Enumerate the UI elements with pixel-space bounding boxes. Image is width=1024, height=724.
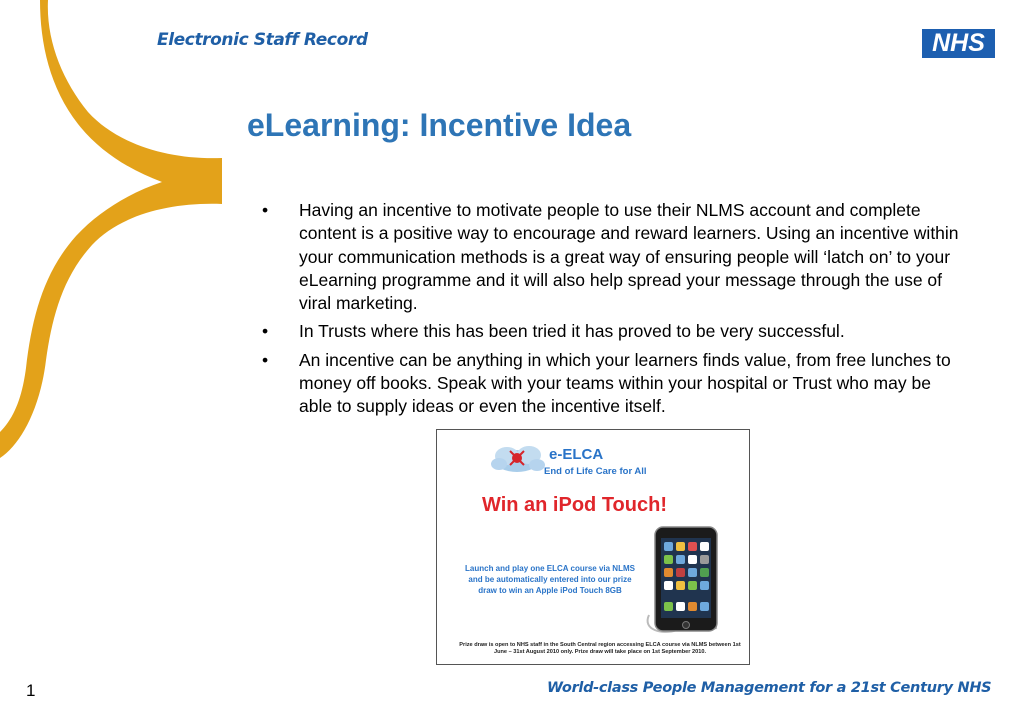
poster-subtitle: End of Life Care for All	[544, 466, 647, 477]
poster-launch-text: Launch and play one ELCA course via NLMS and be automatically entered into our prize draw to win an Apple iPod Touch 8GB	[465, 564, 635, 595]
ipod-touch-image	[648, 527, 717, 632]
bullet-marker: •	[262, 349, 269, 370]
bullet-text: Having an incentive to motivate people to use their NLMS account and complete content is a positive way to encourage and reward learners. Using an incentive within your communication methods is a great way of ensuring people will ‘latch on’ to your eLearning programme and it will also help spread your message through the use of viral marketing.	[299, 200, 959, 314]
bullet-item	[262, 349, 962, 419]
bullet-item	[262, 199, 962, 315]
poster-headline: Win an iPod Touch!	[482, 494, 667, 516]
poster-title: e-ELCA	[549, 446, 604, 463]
slide-title: eLearning: Incentive Idea	[247, 107, 632, 143]
electronic-staff-record-logo: Electronic Staff Record	[157, 30, 368, 50]
elca-incentive-poster	[436, 429, 750, 665]
bullet-marker: •	[262, 200, 269, 220]
poster-prize-text: Prize draw is open to NHS staff in the South Central region accessing ELCA course via NLMS between 1st June – 31st August 2010 only. Prize draw will take place on 1st September 2010.	[459, 642, 741, 655]
page-number: 1	[26, 681, 36, 700]
bullet-marker: •	[262, 321, 269, 342]
bullet-list	[262, 199, 962, 424]
bullet-item	[262, 320, 962, 343]
nhs-logo: NHS	[922, 29, 995, 58]
bullet-text: In Trusts where this has been tried it has proved to be very successful.	[299, 321, 845, 342]
bullet-text: An incentive can be anything in which your learners finds value, from free lunches to money off books. Speak with your teams within your hospital or Trust who may be able to supply ideas or even the incentive itself.	[299, 349, 951, 417]
curly-brace-decoration	[0, 0, 240, 470]
footer-tagline: World-class People Management for a 21st Century NHS	[547, 680, 992, 696]
elca-cloud-logo	[491, 446, 545, 472]
